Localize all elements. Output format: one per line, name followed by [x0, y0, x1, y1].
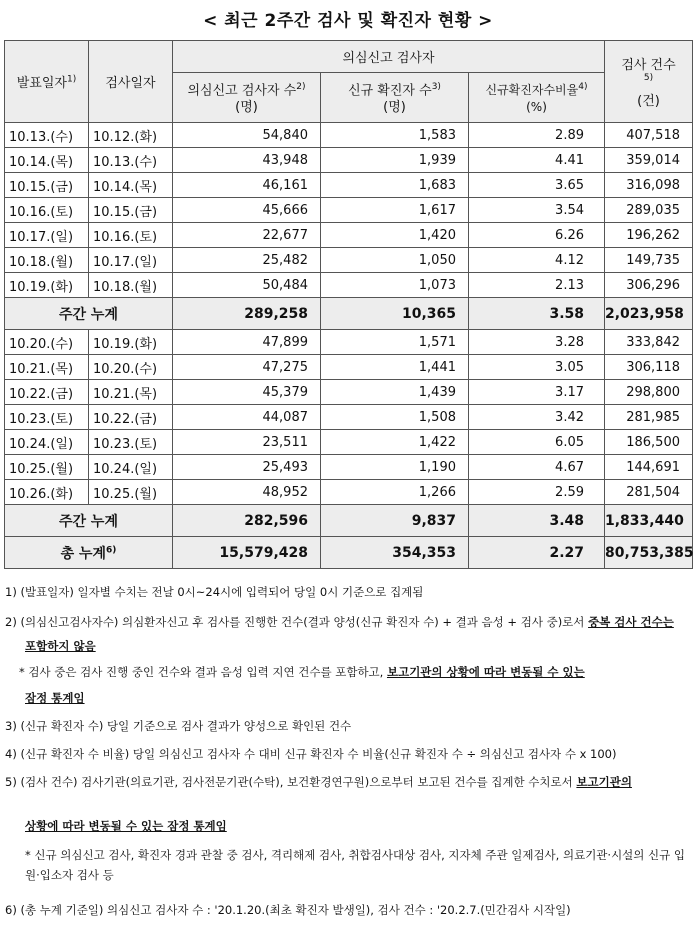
suspect-count-cell: 50,484	[173, 273, 321, 298]
announce-date-cell: 10.19.(화)	[5, 273, 89, 298]
suspect-count-cell: 23,511	[173, 430, 321, 455]
announce-date-cell: 10.22.(금)	[5, 380, 89, 405]
announce-date-cell: 10.26.(화)	[5, 480, 89, 505]
note-2-sub-cont: 잠정 통계임	[25, 691, 85, 705]
ratio-cell: 3.42	[469, 405, 605, 430]
ratio-cell: 2.13	[469, 273, 605, 298]
week2-total-row	[5, 505, 693, 537]
table-row	[5, 248, 693, 273]
ratio-cell: 4.41	[469, 148, 605, 173]
announce-date-cell: 10.17.(일)	[5, 223, 89, 248]
announce-date-cell: 10.13.(수)	[5, 123, 89, 148]
announce-date-cell: 10.25.(월)	[5, 455, 89, 480]
ratio-cell: 4.67	[469, 455, 605, 480]
tests-cell: 281,504	[605, 480, 693, 505]
table-row	[5, 123, 693, 148]
new-confirmed-cell: 1,583	[321, 123, 469, 148]
table-row	[5, 430, 693, 455]
tests-cell: 149,735	[605, 248, 693, 273]
total-suspect: 289,258	[173, 298, 321, 330]
suspect-count-cell: 44,087	[173, 405, 321, 430]
tests-cell: 186,500	[605, 430, 693, 455]
tests-cell: 359,014	[605, 148, 693, 173]
ratio-cell: 3.28	[469, 330, 605, 355]
test-date-cell: 10.15.(금)	[89, 198, 173, 223]
new-confirmed-cell: 1,073	[321, 273, 469, 298]
grand-total-row	[5, 537, 693, 569]
total-suspect: 282,596	[173, 505, 321, 537]
header-announce-date: 발표일자$^{1)}$	[5, 41, 89, 123]
header-ratio: 신규확진자수비율$^{4)}$ (%)	[469, 73, 605, 123]
new-confirmed-cell: 1,617	[321, 198, 469, 223]
table-row	[5, 480, 693, 505]
ratio-cell: 3.65	[469, 173, 605, 198]
new-confirmed-cell: 1,050	[321, 248, 469, 273]
suspect-count-cell: 25,482	[173, 248, 321, 273]
note-1: 1) (발표일자) 일자별 수치는 전날 0시~24시에 입력되어 당일 0시 기준으로 집계됨	[5, 585, 424, 599]
suspect-count-cell: 54,840	[173, 123, 321, 148]
table-row	[5, 173, 693, 198]
test-date-cell: 10.21.(목)	[89, 380, 173, 405]
tests-cell: 281,985	[605, 405, 693, 430]
suspect-count-cell: 47,899	[173, 330, 321, 355]
tests-cell: 316,098	[605, 173, 693, 198]
table-row	[5, 455, 693, 480]
announce-date-cell: 10.14.(목)	[5, 148, 89, 173]
announce-date-cell: 10.18.(월)	[5, 248, 89, 273]
suspect-count-cell: 43,948	[173, 148, 321, 173]
header-suspect-group: 의심신고 검사자	[173, 41, 605, 73]
suspect-count-cell: 25,493	[173, 455, 321, 480]
week1-total-row	[5, 298, 693, 330]
table-row	[5, 148, 693, 173]
note-4: 4) (신규 확진자 수 비율) 당일 의심신고 검사자 수 대비 신규 확진자 수 비율(신규 확진자 수 ÷ 의심신고 검사자 수 x 100)	[5, 747, 617, 761]
suspect-count-cell: 47,275	[173, 355, 321, 380]
table-row	[5, 355, 693, 380]
test-date-cell: 10.12.(화)	[89, 123, 173, 148]
note-2-sub: * 검사 중은 검사 진행 중인 건수와 결과 음성 입력 지연 건수를 포함하고, 보고기관의 상황에 따라 변동될 수 있는	[19, 665, 585, 679]
new-confirmed-cell: 1,266	[321, 480, 469, 505]
test-date-cell: 10.24.(일)	[89, 455, 173, 480]
note-5-sub: * 신규 의심신고 검사, 확진자 경과 관찰 중 검사, 격리해제 검사, 취합검사대상 검사, 지자체 주관 일제검사, 의료기관·시설의 신규 입원·입소자 검사 등	[25, 848, 686, 882]
announce-date-cell: 10.24.(일)	[5, 430, 89, 455]
table-row	[5, 223, 693, 248]
announce-date-cell: 10.15.(금)	[5, 173, 89, 198]
total-label: 주간 누계	[5, 298, 173, 330]
table-row	[5, 405, 693, 430]
ratio-cell: 4.12	[469, 248, 605, 273]
header-suspect-count: 의심신고 검사자 수$^{2)}$ (명)	[173, 73, 321, 123]
grand-total-suspect: 15,579,428	[173, 537, 321, 569]
total-label: 주간 누계	[5, 505, 173, 537]
table-title: < 최근 2주간 검사 및 확진자 현황 >	[203, 11, 493, 31]
grand-total-label: 총 누계$^{6)}$	[5, 537, 173, 569]
announce-date-cell: 10.16.(토)	[5, 198, 89, 223]
new-confirmed-cell: 1,441	[321, 355, 469, 380]
new-confirmed-cell: 1,939	[321, 148, 469, 173]
grand-total-ratio: 2.27	[469, 537, 605, 569]
ratio-cell: 6.26	[469, 223, 605, 248]
total-ratio: 3.58	[469, 298, 605, 330]
ratio-cell: 6.05	[469, 430, 605, 455]
new-confirmed-cell: 1,508	[321, 405, 469, 430]
table-row	[5, 198, 693, 223]
test-date-cell: 10.13.(수)	[89, 148, 173, 173]
new-confirmed-cell: 1,683	[321, 173, 469, 198]
tests-cell: 289,035	[605, 198, 693, 223]
ratio-cell: 3.17	[469, 380, 605, 405]
header-tests: 검사 건수 $^{5)}$ (건)	[605, 41, 693, 123]
total-tests: 2,023,958	[605, 298, 693, 330]
tests-cell: 298,800	[605, 380, 693, 405]
table-row	[5, 380, 693, 405]
suspect-count-cell: 46,161	[173, 173, 321, 198]
suspect-count-cell: 45,666	[173, 198, 321, 223]
tests-cell: 306,296	[605, 273, 693, 298]
note-6: 6) (총 누계 기준일) 의심신고 검사자 수 : '20.1.20.(최초 확진자 발생일), 검사 건수 : '20.2.7.(민간검사 시작일)	[5, 903, 571, 917]
new-confirmed-cell: 1,422	[321, 430, 469, 455]
note-2-cont: 포함하지 않음	[25, 639, 96, 653]
tests-cell: 407,518	[605, 123, 693, 148]
test-date-cell: 10.18.(월)	[89, 273, 173, 298]
test-date-cell: 10.19.(화)	[89, 330, 173, 355]
announce-date-cell: 10.20.(수)	[5, 330, 89, 355]
table-row	[5, 330, 693, 355]
table-row	[5, 273, 693, 298]
ratio-cell: 2.89	[469, 123, 605, 148]
suspect-count-cell: 48,952	[173, 480, 321, 505]
test-date-cell: 10.20.(수)	[89, 355, 173, 380]
suspect-count-cell: 22,677	[173, 223, 321, 248]
total-confirmed: 9,837	[321, 505, 469, 537]
note-5-cont: 상황에 따라 변동될 수 있는 잠정 통계임	[25, 819, 227, 833]
grand-total-tests: 80,753,385	[605, 537, 693, 569]
test-date-cell: 10.17.(일)	[89, 248, 173, 273]
total-tests: 1,833,440	[605, 505, 693, 537]
note-2: 2) (의심신고검사자수) 의심환자신고 후 검사를 진행한 건수(결과 양성(신규 확진자 수) + 결과 음성 + 검사 중)로서 중복 검사 건수는	[5, 615, 674, 629]
new-confirmed-cell: 1,420	[321, 223, 469, 248]
ratio-cell: 3.05	[469, 355, 605, 380]
tests-cell: 333,842	[605, 330, 693, 355]
test-status-table	[4, 40, 693, 569]
test-date-cell: 10.22.(금)	[89, 405, 173, 430]
suspect-count-cell: 45,379	[173, 380, 321, 405]
announce-date-cell: 10.23.(토)	[5, 405, 89, 430]
test-date-cell: 10.25.(월)	[89, 480, 173, 505]
new-confirmed-cell: 1,439	[321, 380, 469, 405]
tests-cell: 144,691	[605, 455, 693, 480]
ratio-cell: 2.59	[469, 480, 605, 505]
header-test-date: 검사일자	[89, 41, 173, 123]
new-confirmed-cell: 1,571	[321, 330, 469, 355]
new-confirmed-cell: 1,190	[321, 455, 469, 480]
tests-cell: 196,262	[605, 223, 693, 248]
note-5: 5) (검사 건수) 검사기관(의료기관, 검사전문기관(수탁), 보건환경연구원)으로부터 보고된 건수를 집계한 수치로서 보고기관의	[5, 775, 632, 789]
total-confirmed: 10,365	[321, 298, 469, 330]
note-3: 3) (신규 확진자 수) 당일 기준으로 검사 결과가 양성으로 확인된 건수	[5, 719, 352, 733]
test-date-cell: 10.16.(토)	[89, 223, 173, 248]
test-date-cell: 10.23.(토)	[89, 430, 173, 455]
test-date-cell: 10.14.(목)	[89, 173, 173, 198]
grand-total-confirmed: 354,353	[321, 537, 469, 569]
total-ratio: 3.48	[469, 505, 605, 537]
announce-date-cell: 10.21.(목)	[5, 355, 89, 380]
ratio-cell: 3.54	[469, 198, 605, 223]
header-new-confirmed: 신규 확진자 수$^{3)}$ (명)	[321, 73, 469, 123]
tests-cell: 306,118	[605, 355, 693, 380]
